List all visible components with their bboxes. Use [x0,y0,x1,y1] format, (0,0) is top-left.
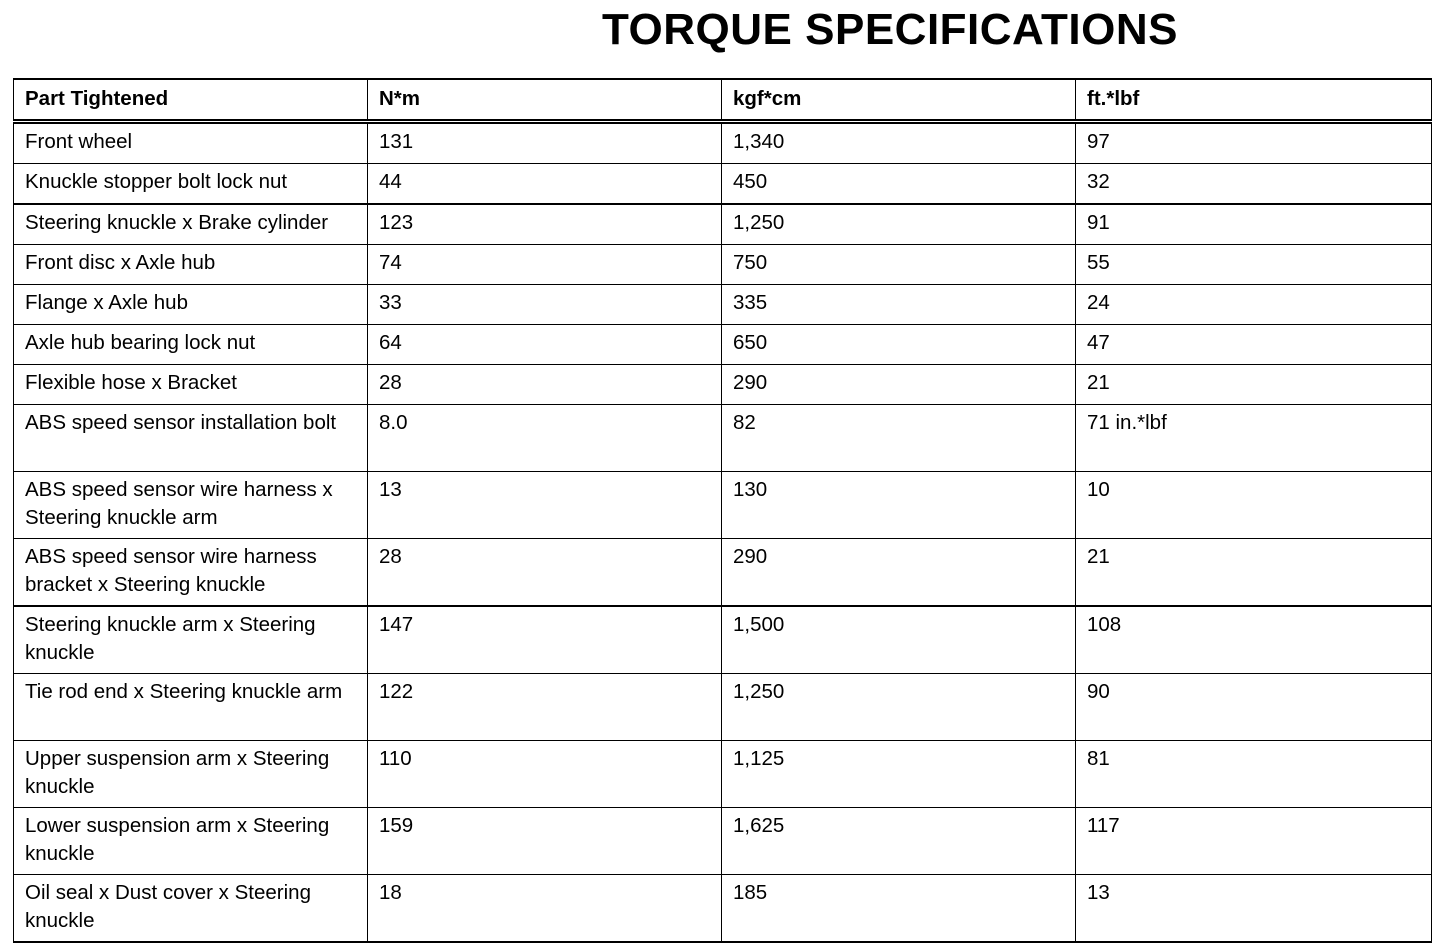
cell-kgfcm: 1,125 [722,741,1076,808]
cell-kgfcm: 82 [722,405,1076,472]
cell-kgfcm: 290 [722,539,1076,607]
cell-kgfcm: 650 [722,325,1076,365]
cell-nm: 28 [368,365,722,405]
cell-ftlbf: 71 in.*lbf [1076,405,1432,472]
table-row [14,325,1432,365]
table-row [14,808,1432,875]
cell-ftlbf: 13 [1076,875,1432,943]
cell-nm: 33 [368,285,722,325]
table-row [14,875,1432,943]
cell-part: Steering knuckle x Brake cylinder [14,204,368,245]
cell-nm: 159 [368,808,722,875]
cell-kgfcm: 1,250 [722,674,1076,741]
cell-nm: 18 [368,875,722,943]
table-row [14,285,1432,325]
cell-ftlbf: 55 [1076,245,1432,285]
cell-ftlbf: 47 [1076,325,1432,365]
cell-kgfcm: 185 [722,875,1076,943]
cell-nm: 74 [368,245,722,285]
cell-nm: 64 [368,325,722,365]
cell-kgfcm: 1,500 [722,606,1076,674]
cell-nm: 147 [368,606,722,674]
cell-ftlbf: 108 [1076,606,1432,674]
table-row [14,405,1432,472]
cell-part: Tie rod end x Steering knuckle arm [14,674,368,741]
cell-part: Axle hub bearing lock nut [14,325,368,365]
cell-kgfcm: 750 [722,245,1076,285]
table-row [14,741,1432,808]
cell-part: Knuckle stopper bolt lock nut [14,164,368,205]
table-header-row [14,79,1432,122]
cell-ftlbf: 10 [1076,472,1432,539]
cell-part: ABS speed sensor wire harness bracket x Steering knuckle [14,539,368,607]
table-row [14,674,1432,741]
cell-kgfcm: 1,340 [722,122,1076,164]
cell-part: Front disc x Axle hub [14,245,368,285]
cell-part: ABS speed sensor installation bolt [14,405,368,472]
header-part-tightened: Part Tightened [14,79,368,122]
cell-part: ABS speed sensor wire harness x Steering knuckle arm [14,472,368,539]
cell-ftlbf: 117 [1076,808,1432,875]
table-row [14,365,1432,405]
cell-kgfcm: 1,625 [722,808,1076,875]
cell-kgfcm: 450 [722,164,1076,205]
page-title: TORQUE SPECIFICATIONS [601,5,1179,54]
cell-kgfcm: 290 [722,365,1076,405]
table-row [14,606,1432,674]
table-row [14,539,1432,607]
cell-nm: 122 [368,674,722,741]
cell-ftlbf: 21 [1076,365,1432,405]
table-row [14,122,1432,164]
cell-ftlbf: 81 [1076,741,1432,808]
torque-spec-table [13,78,1432,943]
cell-part: Flexible hose x Bracket [14,365,368,405]
cell-part: Flange x Axle hub [14,285,368,325]
cell-part: Front wheel [14,122,368,164]
header-ft-lbf: ft.*lbf [1076,79,1432,122]
cell-nm: 28 [368,539,722,607]
cell-kgfcm: 335 [722,285,1076,325]
table-row [14,245,1432,285]
cell-part: Upper suspension arm x Steering knuckle [14,741,368,808]
header-kgf-cm: kgf*cm [722,79,1076,122]
cell-part: Steering knuckle arm x Steering knuckle [14,606,368,674]
cell-kgfcm: 130 [722,472,1076,539]
cell-nm: 110 [368,741,722,808]
cell-nm: 131 [368,122,722,164]
table-row [14,164,1432,205]
table-row [14,472,1432,539]
cell-nm: 123 [368,204,722,245]
cell-ftlbf: 24 [1076,285,1432,325]
cell-ftlbf: 21 [1076,539,1432,607]
table-row [14,204,1432,245]
cell-nm: 8.0 [368,405,722,472]
cell-nm: 44 [368,164,722,205]
cell-nm: 13 [368,472,722,539]
header-newton-meter: N*m [368,79,722,122]
cell-kgfcm: 1,250 [722,204,1076,245]
cell-part: Oil seal x Dust cover x Steering knuckle [14,875,368,943]
cell-part: Lower suspension arm x Steering knuckle [14,808,368,875]
cell-ftlbf: 91 [1076,204,1432,245]
cell-ftlbf: 97 [1076,122,1432,164]
cell-ftlbf: 32 [1076,164,1432,205]
cell-ftlbf: 90 [1076,674,1432,741]
